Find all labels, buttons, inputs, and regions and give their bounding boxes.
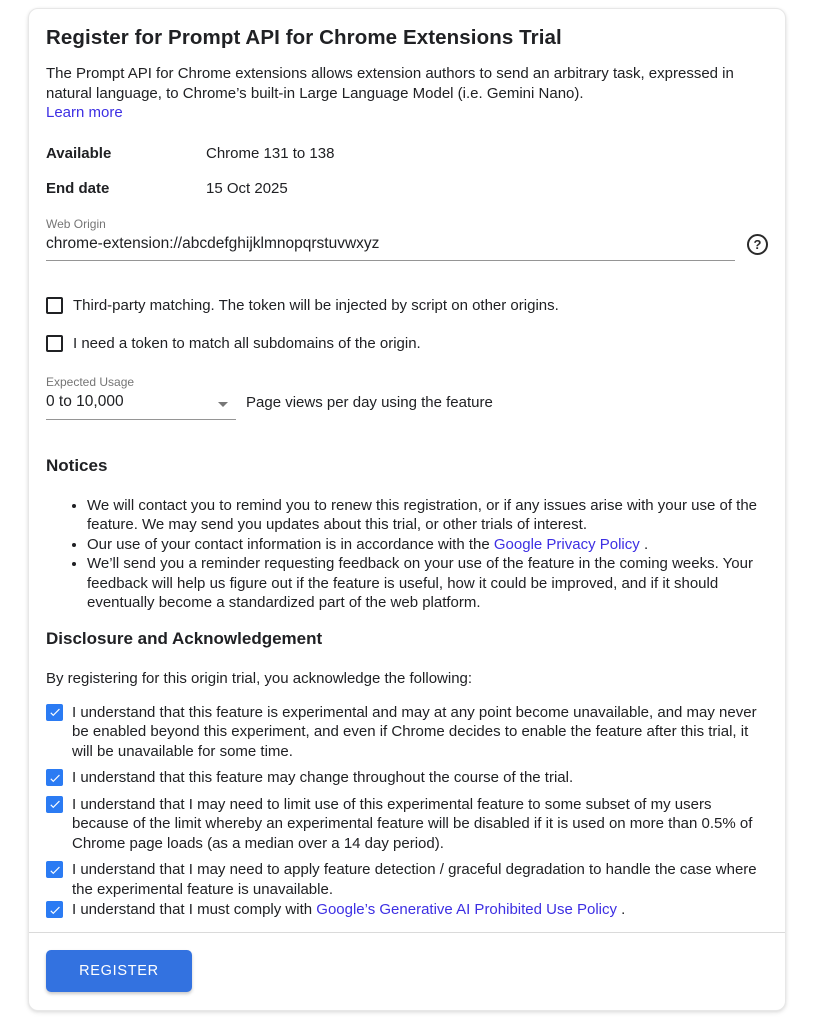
- notices-section: [46, 455, 768, 613]
- ack-checkbox-may-change[interactable]: [46, 769, 63, 786]
- web-origin-input[interactable]: [46, 233, 735, 261]
- ack-item-genai-policy: [46, 900, 768, 920]
- subdomain-matching-checkbox[interactable]: [46, 335, 63, 352]
- expected-usage-select[interactable]: [46, 391, 236, 420]
- page-title: Register for Prompt API for Chrome Extensions Trial: [46, 26, 562, 49]
- notice-item: • We will contact you to remind you to renew this registration, or if any issues arise with your use of the feature. We may send you updates about this trial, or other trials of interest.: [87, 496, 768, 535]
- ack-checkbox-experimental[interactable]: [46, 704, 63, 721]
- expected-usage-value: 0 to 10,000: [46, 392, 124, 410]
- ack-label: I understand that this feature is experimental and may at any point become unavailable, and may never be enabled beyond this experiment, and even if Chrome decides to enable the feature after this trial, it will be unavailable for some time.: [72, 703, 757, 760]
- ack-label: I understand that this feature may change throughout the course of the trial.: [72, 769, 574, 786]
- subdomain-matching-label: I need a token to match all subdomains of the origin.: [73, 334, 421, 352]
- footer: [46, 933, 768, 1001]
- trial-description: The Prompt API for Chrome extensions allows extension authors to send an arbitrary task, expressed in natural language, to Chrome’s built-in Large Language Model (i.e. Gemini Nano).: [46, 65, 734, 102]
- checkmark-icon: [48, 903, 62, 917]
- expected-usage-label: Expected Usage: [46, 374, 135, 389]
- ack-label: I understand that I may need to apply feature detection / graceful degradation to handle the case where the experimental feature is unavailable.: [72, 861, 757, 898]
- register-button[interactable]: REGISTER: [46, 950, 192, 992]
- notice-item: • We’ll send you a reminder requesting feedback on your use of the feature in the coming weeks. Your feedback will help us figure out if the feature is useful, how it could be improved, and if it should eventually become a standardized part of the web platform.: [87, 554, 768, 613]
- end-date-value: 15 Oct 2025: [206, 179, 288, 197]
- chevron-down-icon: [218, 402, 228, 407]
- ack-item-feature-detection: [46, 860, 768, 899]
- ack-checkbox-usage-limit[interactable]: [46, 796, 63, 813]
- genai-prohibited-use-policy-link[interactable]: Google’s Generative AI Prohibited Use Policy: [316, 901, 617, 918]
- ack-label: I understand that I must comply with Google’s Generative AI Prohibited Use Policy .: [72, 901, 626, 918]
- learn-more-link[interactable]: Learn more: [46, 104, 123, 121]
- ack-item-may-change: [46, 768, 768, 788]
- available-row: [46, 144, 768, 163]
- expected-usage-field: [46, 375, 768, 420]
- checkmark-icon: [48, 797, 62, 811]
- notices-heading: Notices: [46, 455, 108, 475]
- option-checkboxes: [46, 296, 768, 353]
- expected-usage-hint: Page views per day using the feature: [246, 393, 493, 411]
- third-party-matching-checkbox[interactable]: [46, 297, 63, 314]
- checkmark-icon: [48, 863, 62, 877]
- ack-label: I understand that I may need to limit use of this experimental feature to some subset of my users because of the limit whereby an experimental feature will be disabled if it is used on more than 0.5% of Chrome page loads (as a median over a 14 day period).: [72, 795, 753, 852]
- available-label: Available: [46, 144, 112, 162]
- ack-checkbox-genai-policy[interactable]: [46, 901, 63, 918]
- checkmark-icon: [48, 705, 62, 719]
- checkmark-icon: [48, 771, 62, 785]
- disclosure-section: [46, 628, 768, 920]
- help-icon[interactable]: ?: [747, 234, 768, 255]
- privacy-policy-link[interactable]: Google Privacy Policy: [493, 535, 640, 553]
- ack-item-experimental: [46, 703, 768, 762]
- end-date-row: [46, 179, 768, 198]
- available-value: Chrome 131 to 138: [206, 144, 335, 162]
- registration-card: [28, 8, 786, 1011]
- third-party-matching-label: Third-party matching. The token will be injected by script on other origins.: [73, 296, 559, 314]
- disclosure-intro: By registering for this origin trial, you acknowledge the following:: [46, 669, 473, 687]
- end-date-label: End date: [46, 179, 110, 197]
- ack-checkbox-feature-detection[interactable]: [46, 861, 63, 878]
- third-party-matching-row[interactable]: [46, 296, 768, 315]
- disclosure-heading: Disclosure and Acknowledgement: [46, 628, 323, 648]
- subdomain-matching-row[interactable]: [46, 334, 768, 353]
- ack-item-usage-limit: [46, 795, 768, 854]
- web-origin-label: Web Origin: [46, 216, 106, 231]
- web-origin-row: [46, 233, 768, 261]
- notice-item: • Our use of your contact information is in accordance with the Google Privacy Policy .: [87, 535, 768, 555]
